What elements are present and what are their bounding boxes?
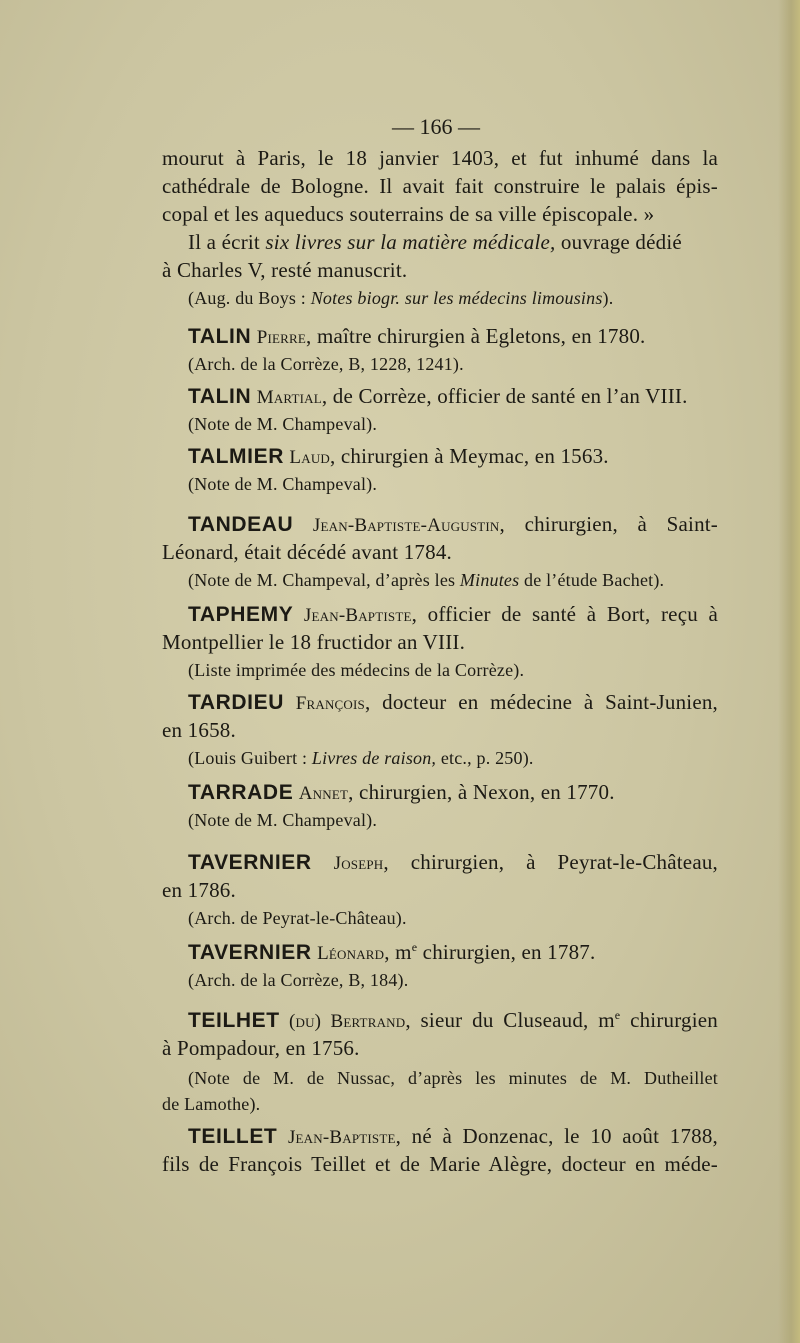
text-line: Il a écrit six livres sur la matière médicale, ouvrage dédié: [188, 230, 682, 254]
entry-talin-pierre: TALIN Pierre, maître chirurgien à Egletons, en 1780.: [188, 324, 646, 348]
entry-talmier: TALMIER Laud, chirurgien à Meymac, en 1563.: [188, 444, 609, 468]
entry-teillet: TEILLET Jean-Baptiste, né à Donzenac, le 10 août 1788,: [188, 1124, 718, 1148]
source-note: (Arch. de la Corrèze, B, 1228, 1241).: [188, 354, 464, 374]
entry-tarrade: TARRADE Annet, chirurgien, à Nexon, en 1770.: [188, 780, 615, 804]
entry-surname: TALIN: [188, 325, 252, 348]
entry-tavernier-joseph: TAVERNIER Joseph, chirurgien, à Peyrat-le-Château,: [188, 850, 718, 874]
source-note: (Note de M. Champeval).: [188, 414, 378, 434]
text-line: fils de François Teillet et de Marie Alègre, docteur en méde-: [162, 1152, 718, 1176]
source-note: de Lamothe).: [162, 1094, 261, 1114]
entry-teilhet: TEILHET (du) Bertrand, sieur du Cluseaud, $m^e$ chirurgien: [188, 1008, 718, 1032]
source-note: (Note de M. Champeval).: [188, 810, 378, 830]
text-line: à Charles V, resté manuscrit.: [162, 258, 408, 282]
source-note: (Arch. de Peyrat-le-Château).: [188, 908, 407, 928]
entry-talin-martial: TALIN Martial, de Corrèze, officier de santé en l’an VIII.: [188, 384, 688, 408]
text-line: en 1658.: [162, 718, 236, 742]
page-edge: [778, 0, 800, 1343]
entry-tardieu: TARDIEU François, docteur en médecine à Saint-Junien,: [188, 690, 719, 714]
source-note: (Note de M. de Nussac, d’après les minutes de M. Dutheillet: [188, 1068, 718, 1088]
source-note: (Louis Guibert : Livres de raison, etc., p. 250).: [188, 748, 534, 768]
entry-tandeau: TANDEAU Jean-Baptiste-Augustin, chirurgien, à Saint-: [188, 512, 718, 536]
entry-taphemy: TAPHEMY Jean-Baptiste, officier de santé à Bort, reçu à: [188, 602, 718, 626]
source-note: (Note de M. Champeval).: [188, 474, 378, 494]
text-line: Léonard, était décédé avant 1784.: [162, 540, 452, 564]
text-line: copal et les aqueducs souterrains de sa ville épiscopale. »: [162, 202, 655, 226]
source-note: (Liste imprimée des médecins de la Corrèze).: [188, 660, 525, 680]
text-line: à Pompadour, en 1756.: [162, 1036, 360, 1060]
text-line: en 1786.: [162, 878, 236, 902]
text-line: cathédrale de Bologne. Il avait fait construire le palais épis-: [162, 174, 718, 198]
text-line: mourut à Paris, le 18 janvier 1403, et fut inhumé dans la: [162, 146, 718, 170]
source-note: (Aug. du Boys : Notes biogr. sur les médecins limousins).: [188, 288, 614, 308]
source-note: (Note de M. Champeval, d’après les Minutes de l’étude Bachet).: [188, 570, 665, 590]
text-line: Montpellier le 18 fructidor an VIII.: [162, 630, 466, 654]
page-number: — 166 —: [392, 114, 480, 139]
entry-firstname: Pierre: [256, 327, 307, 348]
italic-title: six livres sur la matière médicale,: [265, 230, 556, 254]
entry-tavernier-leonard: TAVERNIER Léonard, $m^e$ chirurgien, en 1787.: [188, 940, 596, 964]
source-note: (Arch. de la Corrèze, B, 184).: [188, 970, 409, 990]
